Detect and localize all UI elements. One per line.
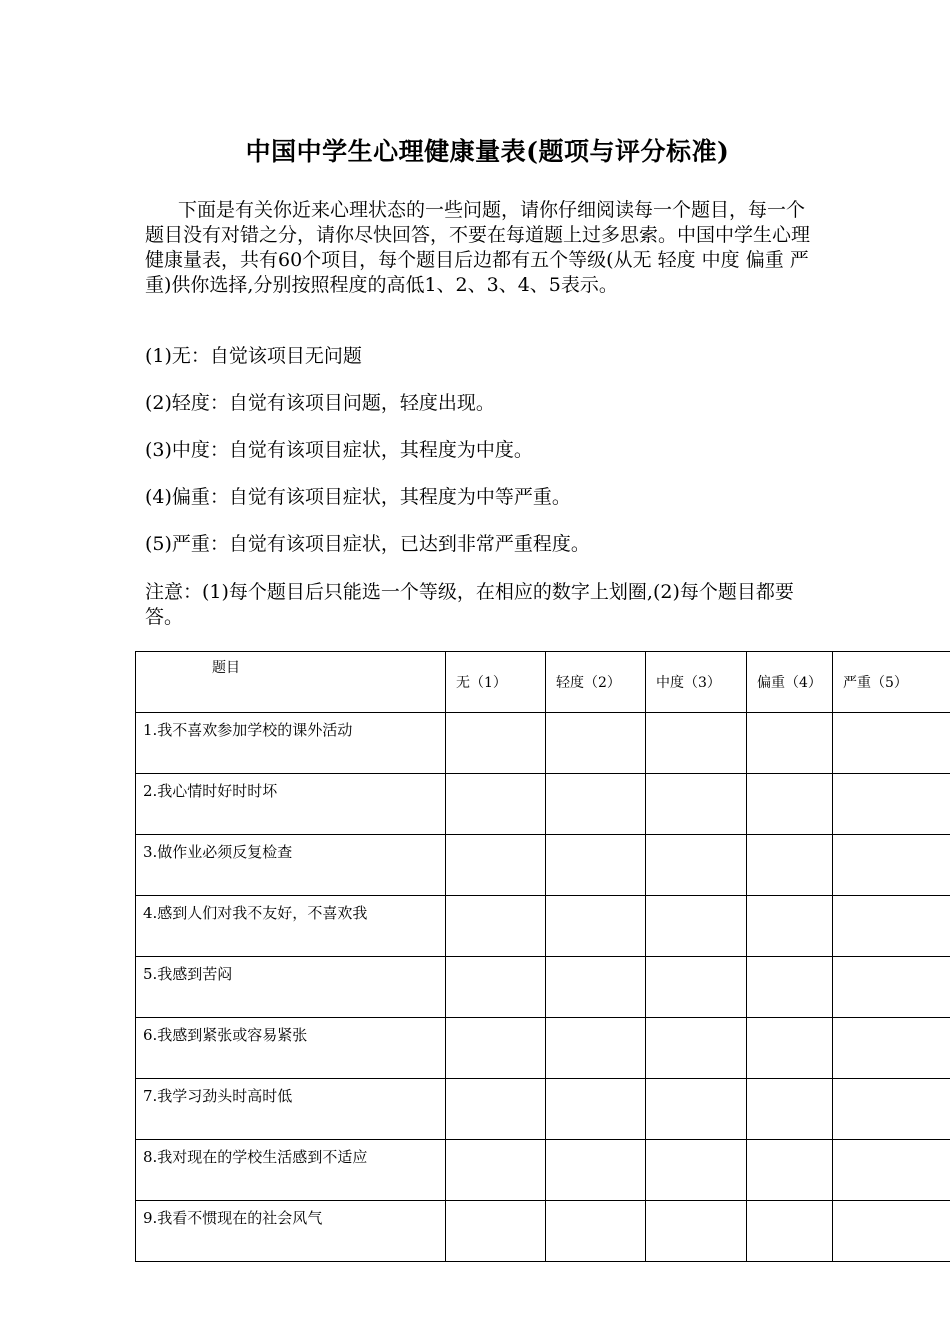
rating-cell-5[interactable] — [833, 835, 950, 896]
question-text: 5.我感到苦闷 — [136, 957, 446, 1018]
rating-cell-4[interactable] — [747, 774, 833, 835]
rating-cell-3[interactable] — [646, 896, 747, 957]
rating-cell-1[interactable] — [446, 896, 546, 957]
level-5-description: (5)严重：自觉有该项目症状，已达到非常严重程度。 — [145, 533, 590, 555]
rating-cell-3[interactable] — [646, 1140, 747, 1201]
rating-cell-2[interactable] — [546, 835, 646, 896]
rating-cell-1[interactable] — [446, 1079, 546, 1140]
rating-cell-4[interactable] — [747, 1079, 833, 1140]
question-text: 6.我感到紧张或容易紧张 — [136, 1018, 446, 1079]
table-row — [136, 1201, 950, 1262]
rating-cell-4[interactable] — [747, 1140, 833, 1201]
rating-cell-3[interactable] — [646, 774, 747, 835]
question-text: 8.我对现在的学校生活感到不适应 — [136, 1140, 446, 1201]
rating-cell-5[interactable] — [833, 1018, 950, 1079]
rating-cell-2[interactable] — [546, 896, 646, 957]
table-row — [136, 1079, 950, 1140]
question-text: 7.我学习劲头时高时低 — [136, 1079, 446, 1140]
rating-cell-4[interactable] — [747, 896, 833, 957]
rating-cell-4[interactable] — [747, 957, 833, 1018]
rating-cell-1[interactable] — [446, 1018, 546, 1079]
question-text: 1.我不喜欢参加学校的课外活动 — [136, 713, 446, 774]
level-4-description: (4)偏重：自觉有该项目症状，其程度为中等严重。 — [145, 486, 571, 508]
table-row — [136, 1140, 950, 1201]
rating-cell-5[interactable] — [833, 1079, 950, 1140]
rating-cell-3[interactable] — [646, 1079, 747, 1140]
column-header-severe-ish: 偏重（4） — [747, 652, 833, 713]
question-text: 9.我看不惯现在的社会风气 — [136, 1201, 446, 1262]
rating-cell-1[interactable] — [446, 774, 546, 835]
rating-cell-3[interactable] — [646, 835, 747, 896]
rating-cell-5[interactable] — [833, 1201, 950, 1262]
rating-cell-2[interactable] — [546, 774, 646, 835]
question-text: 3.做作业必须反复检查 — [136, 835, 446, 896]
rating-cell-1[interactable] — [446, 1201, 546, 1262]
rating-cell-2[interactable] — [546, 1140, 646, 1201]
rating-cell-3[interactable] — [646, 1018, 747, 1079]
question-text: 2.我心情时好时时坏 — [136, 774, 446, 835]
level-3-description: (3)中度：自觉有该项目症状，其程度为中度。 — [145, 439, 533, 461]
table-row — [136, 896, 950, 957]
rating-cell-2[interactable] — [546, 1079, 646, 1140]
table-row — [136, 835, 950, 896]
rating-cell-5[interactable] — [833, 713, 950, 774]
rating-cell-4[interactable] — [747, 835, 833, 896]
column-header-mild: 轻度（2） — [546, 652, 646, 713]
level-1-description: (1)无：自觉该项目无问题 — [145, 345, 362, 367]
questionnaire-table — [135, 651, 950, 1262]
rating-cell-5[interactable] — [833, 957, 950, 1018]
table-row — [136, 774, 950, 835]
rating-cell-2[interactable] — [546, 1201, 646, 1262]
rating-cell-1[interactable] — [446, 713, 546, 774]
rating-cell-1[interactable] — [446, 835, 546, 896]
column-header-moderate: 中度（3） — [646, 652, 747, 713]
rating-cell-4[interactable] — [747, 1201, 833, 1262]
rating-cell-1[interactable] — [446, 957, 546, 1018]
rating-cell-3[interactable] — [646, 713, 747, 774]
rating-cell-5[interactable] — [833, 1140, 950, 1201]
column-header-none: 无（1） — [446, 652, 546, 713]
question-text: 4.感到人们对我不友好，不喜欢我 — [136, 896, 446, 957]
table-row — [136, 713, 950, 774]
intro-paragraph: 下面是有关你近来心理状态的一些问题，请你仔细阅读每一个题目，每一个题目没有对错之分，请你尽快回答，不要在每道题上过多思索。中国中学生心理健康量表，共有60个项目，每个题目后边都有五个等级(从无 轻度 中度 偏重 严重)供你选择,分别按照程度的高低1、2、3、4、5表示。 — [145, 199, 811, 296]
rating-cell-2[interactable] — [546, 713, 646, 774]
rating-cell-4[interactable] — [747, 1018, 833, 1079]
rating-cell-4[interactable] — [747, 713, 833, 774]
rating-cell-5[interactable] — [833, 896, 950, 957]
rating-cell-3[interactable] — [646, 957, 747, 1018]
rating-cell-2[interactable] — [546, 1018, 646, 1079]
rating-cell-5[interactable] — [833, 774, 950, 835]
instruction-note: 注意：(1)每个题目后只能选一个等级，在相应的数字上划圈,(2)每个题目都要答。 — [145, 581, 794, 628]
level-2-description: (2)轻度：自觉有该项目问题，轻度出现。 — [145, 392, 495, 414]
column-header-question: 题目 — [136, 652, 446, 713]
table-row — [136, 957, 950, 1018]
page-title: 中国中学生心理健康量表(题项与评分标准) — [245, 137, 730, 166]
table-header-row — [136, 652, 950, 713]
rating-cell-1[interactable] — [446, 1140, 546, 1201]
column-header-severe: 严重（5） — [833, 652, 950, 713]
rating-cell-2[interactable] — [546, 957, 646, 1018]
rating-cell-3[interactable] — [646, 1201, 747, 1262]
table-row — [136, 1018, 950, 1079]
